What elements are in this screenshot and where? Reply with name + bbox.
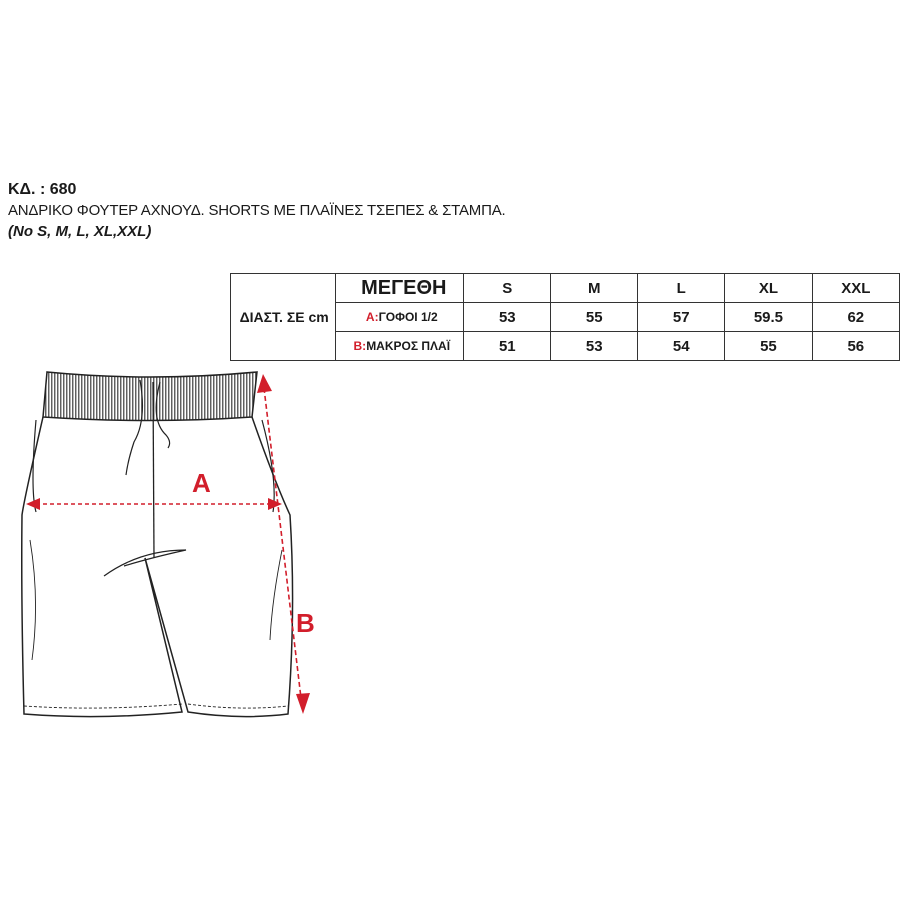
product-description: ΑΝΔΡΙΚΟ ΦΟΥΤΕΡ ΑΧΝΟΥΔ. SHORTS ΜΕ ΠΛΑΪΝΕΣ ΤΣΕΠΕΣ & ΣΤΑΜΠΑ. [8,202,506,219]
hips-label [336,303,464,332]
sizes-header-label: ΜΕΓΕΘΗ [336,274,464,303]
hips-letter: A: [365,310,379,324]
side-length-value-s: 51 [464,332,551,361]
hips-value-s: 53 [464,303,551,332]
side-length-value-xxl: 56 [812,332,899,361]
side-length-label-text: ΜΑΚΡΟΣ ΠΛΑΪ [366,339,451,353]
hip-arrow-right [268,498,282,510]
left-leg-fold [30,540,36,660]
right-leg-fold [270,550,282,640]
side-length-value-m: 53 [551,332,638,361]
size-header-s: S [464,274,551,303]
side-length-letter: B: [353,339,367,353]
hips-label-text: ΓΟΦΟΙ 1/2 [378,310,438,324]
product-code: ΚΔ. : 680 [8,181,77,198]
crotch-fold [104,550,186,576]
product-header [8,180,506,242]
side-length-label [336,332,464,361]
side-measurement-line [264,388,301,698]
hem-stitch [24,704,288,708]
size-table [230,273,900,361]
size-header-row [231,274,900,303]
size-header-xl: XL [725,274,812,303]
label-b: B [296,608,315,638]
hips-value-m: 55 [551,303,638,332]
side-arrow-bottom [296,693,310,714]
hips-value-xl: 59.5 [725,303,812,332]
dimension-label: ΔΙΑΣΤ. ΣΕ cm [231,274,336,361]
shorts-outline [22,417,293,717]
hip-arrow-left [26,498,40,510]
sizes-note: (No S, M, L, XL,XXL) [8,223,152,240]
size-header-l: L [638,274,725,303]
side-length-value-l: 54 [638,332,725,361]
hips-value-xxl: 62 [812,303,899,332]
size-header-m: M [551,274,638,303]
side-arrow-top [257,374,272,393]
shorts-technical-drawing [0,360,340,730]
label-a: A [192,468,211,498]
left-pocket [33,420,36,512]
hips-value-l: 57 [638,303,725,332]
waistband [43,372,257,421]
size-header-xxl: XXL [812,274,899,303]
side-length-value-xl: 55 [725,332,812,361]
